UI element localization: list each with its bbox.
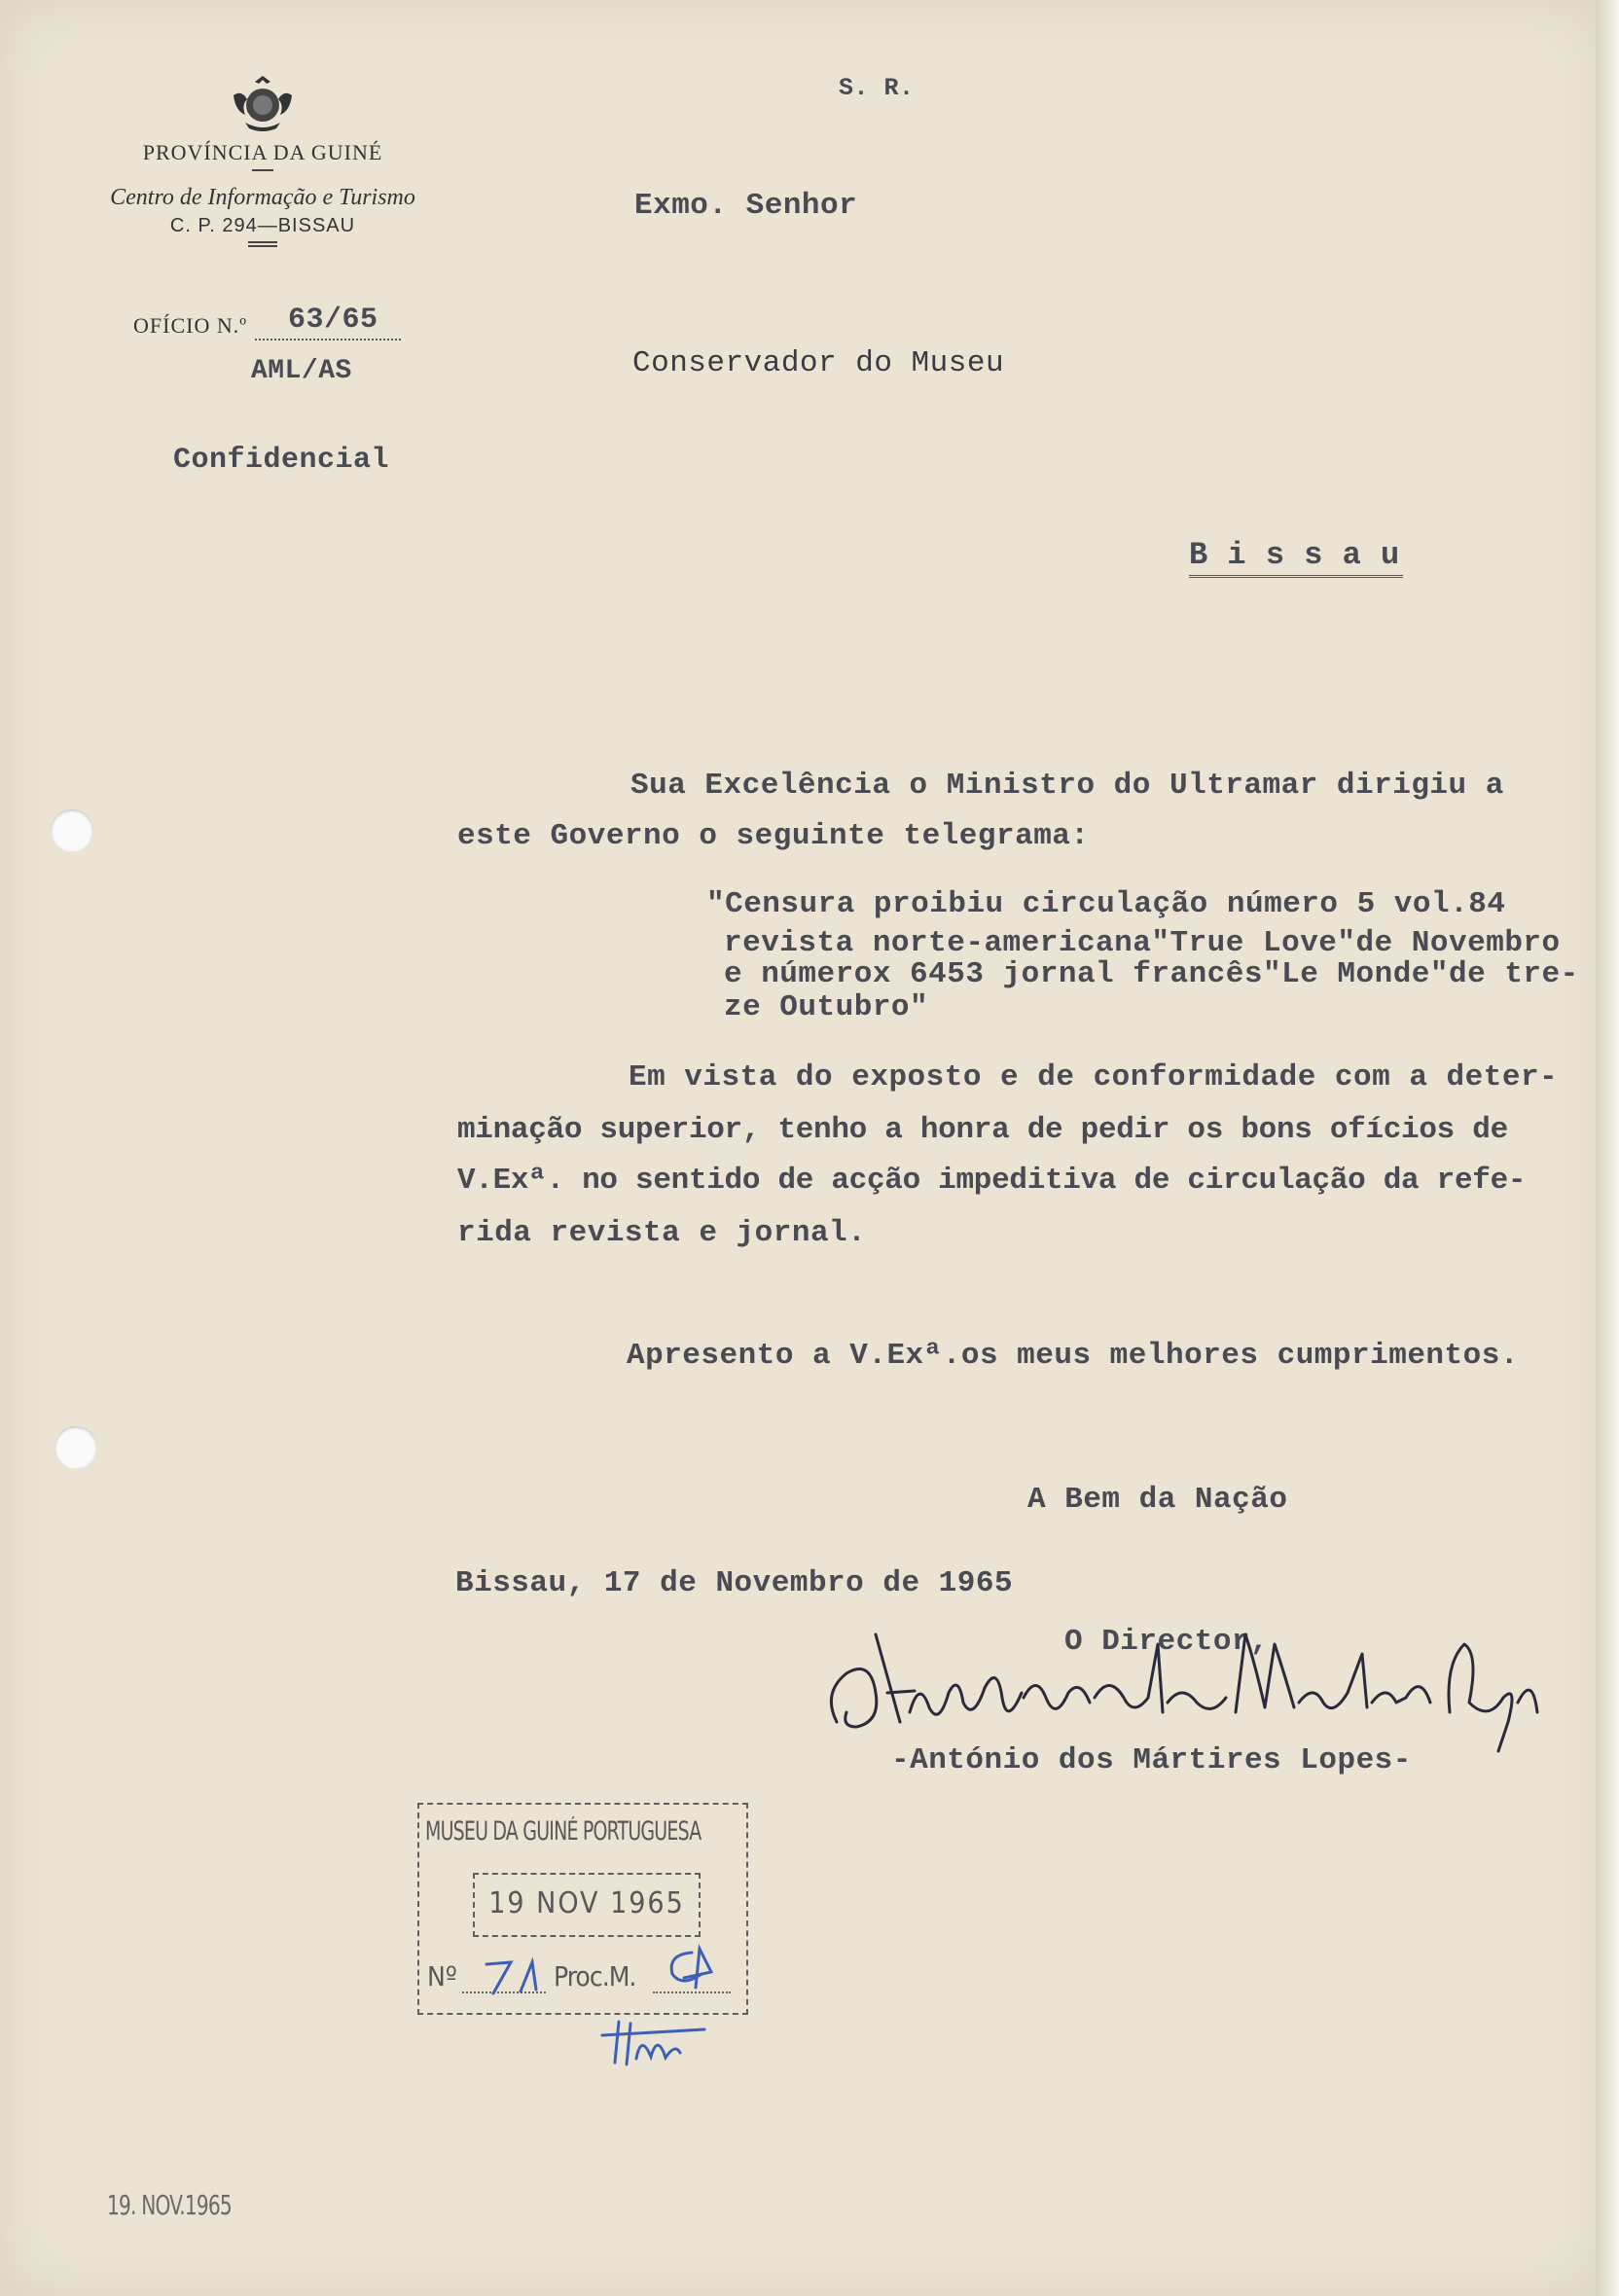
letterhead xyxy=(68,72,457,251)
punch-hole-top xyxy=(51,809,93,852)
province-name: PROVÍNCIA DA GUINÉ xyxy=(142,140,383,164)
punch-hole-bottom xyxy=(54,1426,97,1469)
reference-initials: AML/AS xyxy=(251,356,352,386)
oficio-dotted-line xyxy=(255,339,401,341)
closing-motto: A Bem da Nação xyxy=(1027,1483,1288,1517)
quote-line-3: e númerox 6453 jornal francês"Le Monde"de tre- xyxy=(724,957,1579,991)
divider-double xyxy=(248,241,277,247)
quote-line-1: "Censura proibiu circulação número 5 vol.84 xyxy=(706,887,1506,921)
blue-initials xyxy=(597,2014,714,2072)
salutation: Exmo. Senhor xyxy=(634,189,858,223)
director-role: O Director, xyxy=(1064,1625,1270,1659)
stamp-date-box xyxy=(473,1873,701,1937)
stamp-date: 19 NOV 1965 xyxy=(488,1886,685,1920)
recipient-title: Conservador do Museu xyxy=(632,346,1005,380)
quote-line-2: revista norte-americana"True Love"de Novembro xyxy=(724,926,1561,960)
handwritten-proc-number xyxy=(663,1945,721,1993)
recipient-place: B i s s a u xyxy=(1189,537,1400,573)
body-paragraph-2-line-3: V.Exª. no sentido de acção impeditiva de circulação da refe- xyxy=(457,1164,1527,1198)
closing-date: Bissau, 17 de Novembro de 1965 xyxy=(455,1566,1014,1600)
oficio-number: 63/65 xyxy=(288,304,378,337)
header-sr: S. R. xyxy=(839,74,915,102)
handwritten-number xyxy=(482,1956,550,1995)
quote-line-4: ze Outubro" xyxy=(724,990,929,1024)
body-paragraph-2-line-2: minação superior, tenho a honra de pedir os bons ofícios de xyxy=(457,1113,1508,1147)
stamp-institution: MUSEU DA GUINÉ PORTUGUESA xyxy=(425,1816,702,1847)
divider xyxy=(252,169,273,171)
faded-date-stamp: 19. NOV.1965 xyxy=(107,2189,232,2221)
stamp-number-label: Nº xyxy=(427,1960,457,1992)
museum-receipt-stamp xyxy=(417,1803,748,2015)
stamp-proc-label: Proc.M. xyxy=(554,1960,636,1992)
classification: Confidencial xyxy=(173,444,390,477)
director-name: -António dos Mártires Lopes- xyxy=(891,1743,1412,1777)
place-underline xyxy=(1189,575,1403,578)
body-paragraph-1-line-2: este Governo o seguinte telegrama: xyxy=(457,819,1090,853)
body-paragraph-3: Apresento a V.Exª.os meus melhores cumprimentos. xyxy=(627,1339,1519,1373)
body-paragraph-1-line-1: Sua Excelência o Ministro do Ultramar dirigiu a xyxy=(630,769,1504,803)
signature xyxy=(817,1605,1576,1761)
postal-address: C. P. 294—BISSAU xyxy=(169,215,356,236)
coat-of-arms-icon xyxy=(224,72,302,134)
oficio-label: OFÍCIO N.º xyxy=(133,313,248,338)
body-paragraph-2-line-4: rida revista e jornal. xyxy=(457,1216,867,1250)
scan-edge xyxy=(1596,0,1619,2296)
body-paragraph-2-line-1: Em vista do exposto e de conformidade com a deter- xyxy=(629,1060,1559,1094)
centre-name: Centro de Informação e Turismo xyxy=(110,185,415,210)
